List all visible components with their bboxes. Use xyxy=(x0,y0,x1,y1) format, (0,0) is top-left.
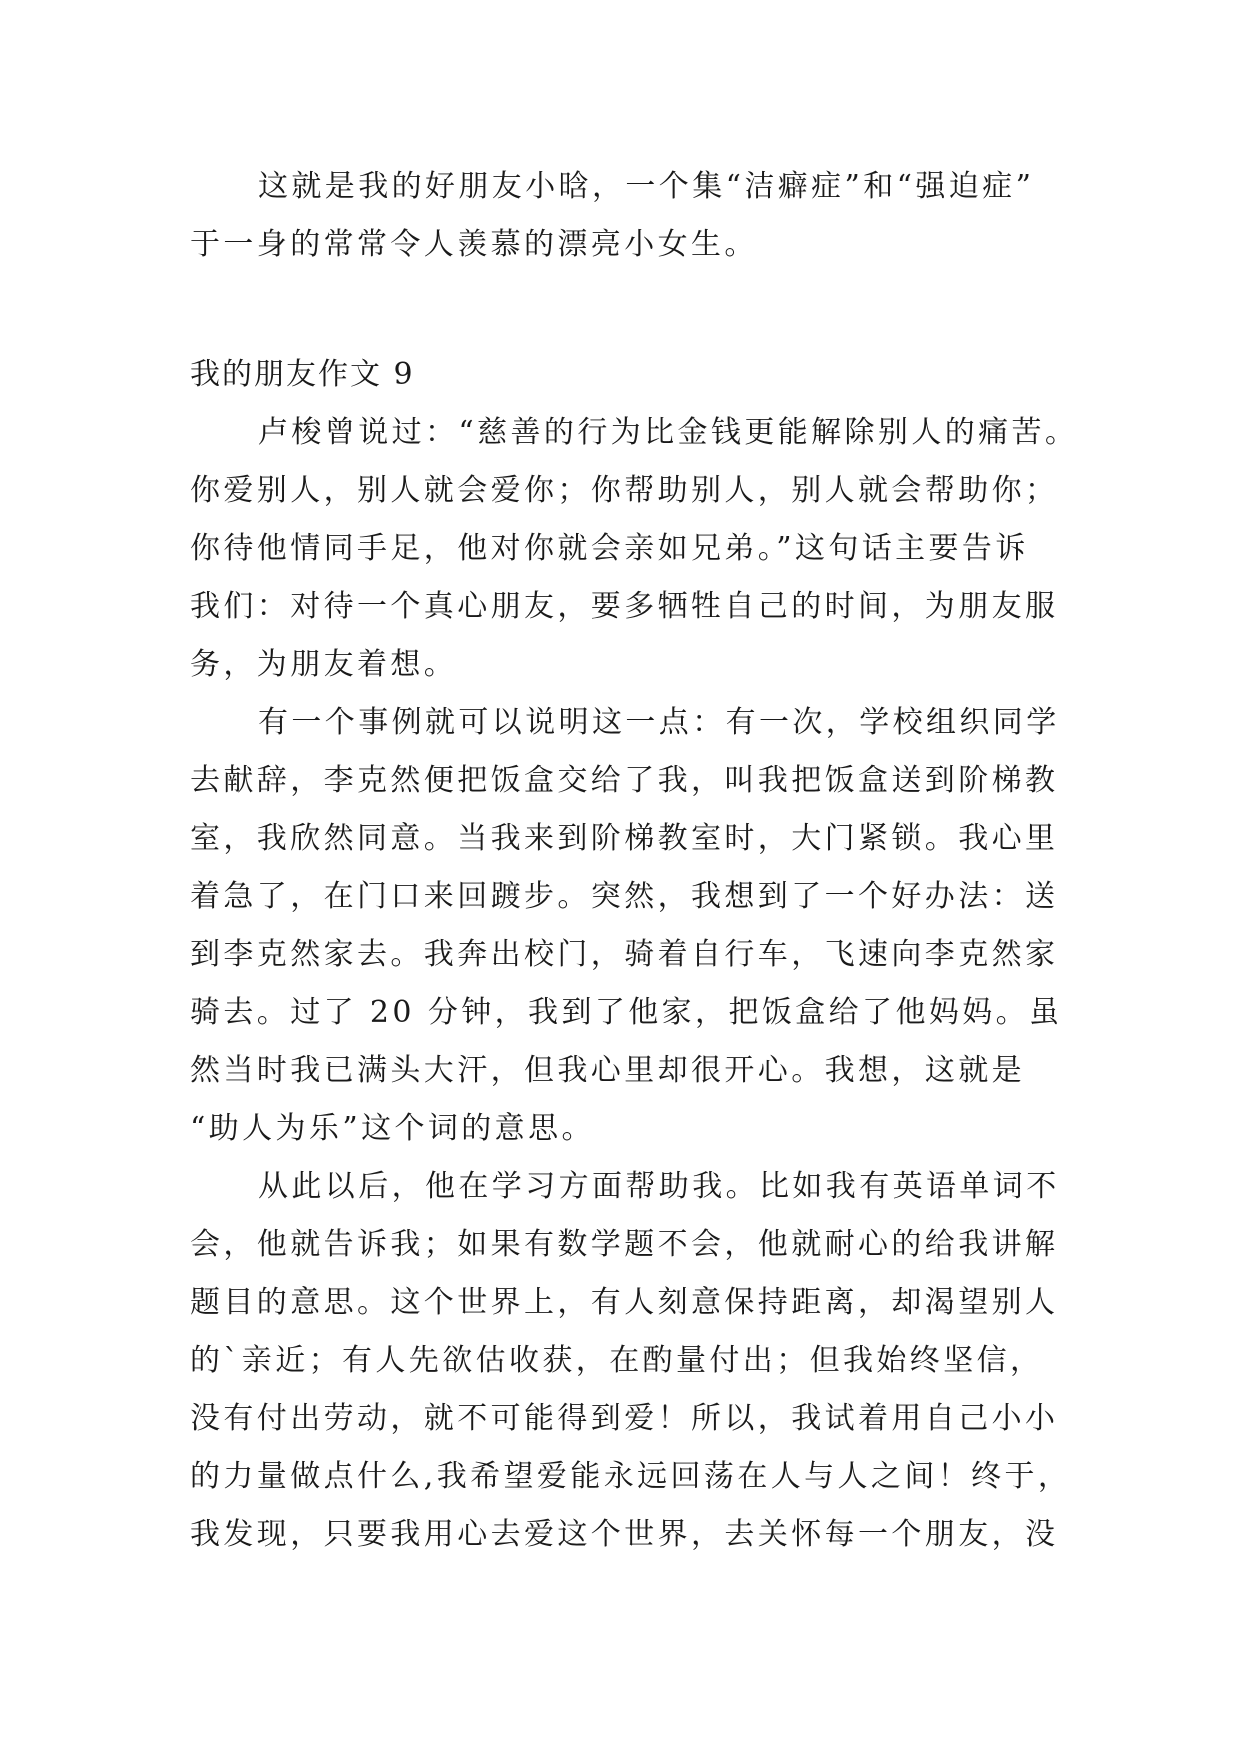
paragraph-line: 务，为朋友着想。 xyxy=(190,647,458,682)
paragraph-1 xyxy=(190,158,1055,274)
section-heading: 我的朋友作文 9 xyxy=(190,357,415,392)
paragraph-line: 到李克然家去。我奔出校门，骑着自行车，飞速向李克然家 xyxy=(190,937,1059,972)
paragraph-line: 着急了，在门口来回踱步。突然，我想到了一个好办法：送 xyxy=(190,879,1059,914)
paragraph-line: 我发现，只要我用心去爱这个世界，去关怀每一个朋友，没 xyxy=(190,1517,1059,1552)
paragraph-line: 这就是我的好朋友小晗，一个集“洁癖症”和“强迫症” xyxy=(258,169,1035,204)
paragraph-line: 我们：对待一个真心朋友，要多牺牲自己的时间，为朋友服 xyxy=(190,589,1059,624)
paragraph-line: 骑去。过了 20 分钟，我到了他家，把饭盒给了他妈妈。虽 xyxy=(190,995,1063,1030)
paragraph-4 xyxy=(190,1158,1072,1564)
paragraph-line: 室，我欣然同意。当我来到阶梯教室时，大门紧锁。我心里 xyxy=(190,821,1059,856)
paragraph-gap xyxy=(190,274,1055,346)
paragraph-line: 没有付出劳动，就不可能得到爱！所以，我试着用自己小小 xyxy=(190,1401,1059,1436)
paragraph-line: 从此以后，他在学习方面帮助我。比如我有英语单词不 xyxy=(258,1169,1060,1204)
paragraph-line: 的`亲近；有人先欲估收获，在酌量付出；但我始终坚信， xyxy=(190,1343,1044,1378)
paragraph-line: 会，他就告诉我；如果有数学题不会，他就耐心的给我讲解 xyxy=(190,1227,1059,1262)
paragraph-line: 然当时我已满头大汗，但我心里却很开心。我想，这就是 xyxy=(190,1053,1025,1088)
document-body xyxy=(190,158,1079,1564)
paragraph-3 xyxy=(190,694,1063,1158)
paragraph-line: 你待他情同手足，他对你就会亲如兄弟。”这句话主要告诉 xyxy=(190,531,1029,566)
paragraph-line: 你爱别人，别人就会爱你；你帮助别人，别人就会帮助你； xyxy=(190,473,1059,508)
paragraph-line: 有一个事例就可以说明这一点：有一次，学校组织同学 xyxy=(258,705,1060,740)
paragraph-line: 题目的意思。这个世界上，有人刻意保持距离，却渴望别人 xyxy=(190,1285,1059,1320)
paragraph-line: 的力量做点什么,我希望爱能永远回荡在人与人之间！终于， xyxy=(190,1459,1072,1494)
paragraph-line: 去献辞，李克然便把饭盒交给了我，叫我把饭盒送到阶梯教 xyxy=(190,763,1059,798)
paragraph-line: “助人为乐”这个词的意思。 xyxy=(190,1111,595,1146)
paragraph-line: 于一身的常常令人羡慕的漂亮小女生。 xyxy=(190,227,758,262)
paragraph-2 xyxy=(190,404,1079,694)
paragraph-line: 卢梭曾说过：“慈善的行为比金钱更能解除别人的痛苦。 xyxy=(258,415,1079,450)
